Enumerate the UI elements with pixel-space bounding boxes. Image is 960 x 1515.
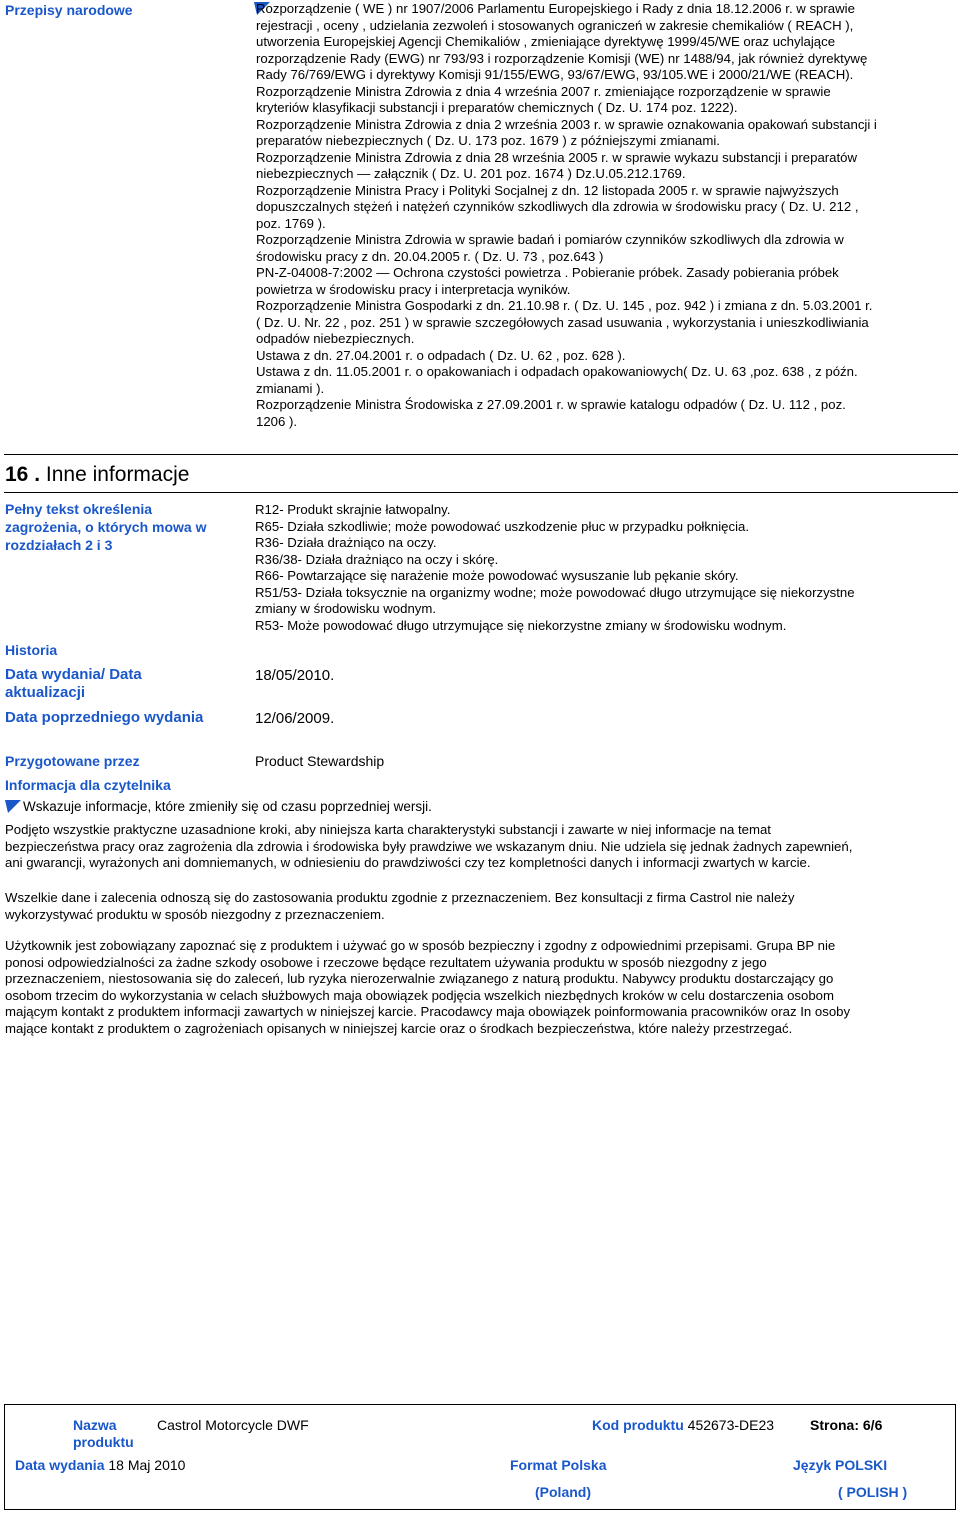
issue-date-footer-label: Data wydania: [15, 1457, 105, 1473]
history-label: Historia: [5, 642, 58, 658]
regulation-line: Rozporządzenie Ministra Zdrowia z dnia 28 września 2005 r. w sprawie wykazu substancji i preparatów: [256, 149, 858, 165]
regulation-line: kryteriów klasyfikacji substancji i preparatów chemicznych ( Dz. U. 174 poz. 1222).: [256, 100, 738, 115]
hazard-statement: R12- Produkt skrajnie łatwopalny.: [255, 502, 451, 517]
issue-date-label: Data wydania/ Data aktualizacji: [5, 666, 142, 701]
regulation-line: Rozporządzenie Ministra Pracy i Polityki Socjalnej z dn. 12 listopada 2005 r. w sprawie najwyższych: [256, 182, 839, 198]
language-sub: ( POLISH ): [838, 1484, 908, 1500]
issue-date: [15, 1457, 185, 1474]
usage-paragraph: Wszelkie dane i zalecenia odnoszą się do zastosowania produktu zgodnie z przeznaczeniem. Bez konsultacji z firma Castrol nie należy wykorzystywać produktu w sposób niezgodny z przeznaczeniem.: [5, 890, 795, 922]
regulation-line: rozporządzenie Rady (EWG) nr 793/93 i rozporządzenie Komisji (WE) nr 1488/94, jak również dyrektywę: [256, 50, 868, 66]
national-regulations-label: Przepisy narodowe: [5, 2, 133, 18]
format-country: (Poland): [535, 1484, 591, 1500]
prepared-by-value: Product Stewardship: [255, 753, 385, 769]
product-code-label: Kod produktu: [592, 1417, 684, 1433]
section-title: Inne informacje: [45, 463, 190, 486]
product-code-value: 452673-DE23: [687, 1417, 775, 1433]
product-name-label: Nazwa produktu: [73, 1417, 134, 1450]
hazard-statement: R36/38- Działa drażniąco na oczy i skórę.: [255, 551, 499, 567]
previous-issue-label: Data poprzedniego wydania: [5, 709, 204, 726]
regulation-line: Rozporządzenie ( WE ) nr 1907/2006 Parlamentu Europejskiego i Rady z dnia 18.12.2006 r. w sprawie: [256, 1, 855, 16]
regulation-line: powietrza w środowisku pracy i interpretacja wyników.: [256, 281, 571, 297]
issue-date-value: 18/05/2010.: [255, 667, 335, 684]
format-label: Format Polska: [510, 1457, 607, 1473]
section-divider: [4, 492, 958, 493]
regulation-line: Rozporządzenie Ministra Zdrowia w sprawie badań i pomiarów czynników szkodliwych dla zdrowia w: [256, 232, 844, 247]
prepared-by-label: Przygotowane przez: [5, 753, 140, 769]
hazard-statements-label: Pełny tekst określenia zagrożenia, o których mowa w rozdziałach 2 i 3: [5, 501, 207, 553]
product-code: [592, 1417, 774, 1434]
regulation-line: Rozporządzenie Ministra Zdrowia z dnia 4 września 2007 r. zmieniające rozporządzenie w sprawie: [256, 83, 831, 99]
regulation-line: PN-Z-04008-7:2002 — Ochrona czystości powietrza . Pobieranie próbek. Zasady pobierania próbek: [256, 265, 839, 280]
regulation-line: 1206 ).: [256, 413, 298, 429]
hazard-statement: R65- Działa szkodliwie; może powodować uszkodzenie płuc w przypadku połknięcia.: [255, 518, 750, 534]
regulation-line: ( Dz. U. Nr. 22 , poz. 251 ) w sprawie szczegółowych zasad usuwania , wykorzystania i unieszkodliwiania: [256, 314, 869, 330]
section-16-heading: [5, 462, 189, 488]
issue-date-footer-value: 18 Maj 2010: [108, 1457, 186, 1473]
hazard-statement: R36- Działa drażniąco na oczy.: [255, 535, 437, 550]
regulation-line: preparatów niebezpiecznych ( Dz. U. 173 poz. 1679 ) z późniejszymi zmianami.: [256, 133, 720, 148]
regulation-line: dopuszczalnych stężeń i natężeń czynników szkodliwych dla zdrowia w środowisku pracy ( Dz. U. 212 ,: [256, 199, 859, 214]
regulation-line: środowisku pracy z dn. 20.04.2005 r. ( Dz. U. 73 , poz.643 ): [256, 248, 604, 264]
change-marker-icon: [5, 800, 21, 814]
regulation-line: Rozporządzenie Ministra Gospodarki z dn. 21.10.98 r. ( Dz. U. 145 , poz. 942 ) i zmiana z dn. 5.03.2001 r.: [256, 298, 873, 313]
hazard-statement: R53- Może powodować długo utrzymujące się niekorzystne zmiany w środowisku wodnym.: [255, 617, 787, 633]
page-footer: [4, 1404, 956, 1510]
hazard-statement: zmiany w środowisku wodnym.: [255, 601, 437, 616]
change-note: Wskazuje informacje, które zmieniły się od czasu poprzedniej wersji.: [23, 799, 432, 814]
section-divider: [4, 454, 958, 455]
regulation-line: Rozporządzenie Ministra Zdrowia z dnia 2 września 2003 r. w sprawie oznakowania opakowań substancji i: [256, 116, 877, 132]
section-number: 16 .: [5, 463, 41, 486]
product-name-value: Castrol Motorcycle DWF: [157, 1417, 309, 1433]
regulation-line: zmianami ).: [256, 380, 325, 396]
hazard-statement: R66- Powtarzające się narażenie może powodować wysuszanie lub pękanie skóry.: [255, 568, 739, 583]
disclaimer-paragraph: Podjęto wszystkie praktyczne uzasadnione kroki, aby niniejsza karta charakterystyki substancji i zawarte w niej informacje na temat bezpieczeństwa pracy oraz zagrożenia dla zdrowia i środowiska były prawdziwe we wskazanym dniu. Nie udziela się jednak żadnych zapewnień, ani gwarancji, wyrażonych ani domniemanych, w odniesieniu do prawdziwości czy tez kompletności danych i informacji zwartych w karcie.: [5, 822, 853, 870]
regulation-line: Ustawa z dn. 27.04.2001 r. o odpadach ( Dz. U. 62 , poz. 628 ).: [256, 347, 626, 363]
regulation-line: Rady 76/769/EWG i dyrektywy Komisji 91/155/EWG, 93/67/EWG, 93/105.WE i 2000/21/WE (REACH).: [256, 67, 854, 82]
regulation-line: poz. 1769 ).: [256, 215, 326, 231]
regulation-line: Rozporządzenie Ministra Środowiska z 27.09.2001 r. w sprawie katalogu odpadów ( Dz. U. 112 , poz.: [256, 397, 846, 412]
national-regulations-text: [256, 1, 956, 430]
regulation-line: rejestracji , oceny , udzielania zezwoleń i stosowanych ograniczeń w zakresie chemikaliów ( REACH ),: [256, 17, 854, 33]
regulation-line: Ustawa z dn. 11.05.2001 r. o opakowaniach i odpadach opakowaniowych( Dz. U. 63 ,poz. 638 , z późn.: [256, 364, 858, 379]
previous-issue-value: 12/06/2009.: [255, 710, 335, 727]
hazard-statement: R51/53- Działa toksycznie na organizmy wodne; może powodować długo utrzymujące się niekorzystne: [255, 584, 855, 600]
hazard-statements-list: [255, 502, 955, 634]
regulation-line: odpadów niebezpiecznych.: [256, 331, 415, 346]
page-number: Strona: 6/6: [810, 1417, 883, 1433]
regulation-line: niebezpiecznych — załącznik ( Dz. U. 201 poz. 1674 ) Dz.U.05.212.1769.: [256, 166, 686, 181]
responsibility-paragraph: Użytkownik jest zobowiązany zapoznać się z produktem i używać go w sposób bezpieczny i zgodny z odpowiednimi przepisami. Grupa BP nie ponosi odpowiedzialności za żadne szkody osobowe i rzeczowe będące rezultatem używania produktu w sposób niezgodny z jego przeznaczeniem, niestosowania się do zaleceń, lub ryzyka nierozerwalnie związanego z naturą produktu. Nabywcy produktu dostarczający go osobom trzecim do wykorzystania w celach służbowych maja obowiązek podjęcia wszelkich niezbędnych kroków w celu dostarczenia osobom mającym kontakt z produktem informacji zawartych w niniejszej karcie. Pracodawcy maja obowiązek poinformowania pracowników oraz In osoby mające kontakt z produktem o zagrożeniach opisanych w niniejszej karcie oraz o środkach bezpieczeństwa, które należy przestrzegać.: [5, 938, 851, 1036]
language-label: Język POLSKI: [793, 1457, 888, 1473]
regulation-line: utworzenia Europejskiej Agencji Chemikaliów , zmieniające dyrektywę 1999/45/WE oraz uchylające: [256, 34, 836, 49]
reader-info-label: Informacja dla czytelnika: [5, 777, 171, 793]
